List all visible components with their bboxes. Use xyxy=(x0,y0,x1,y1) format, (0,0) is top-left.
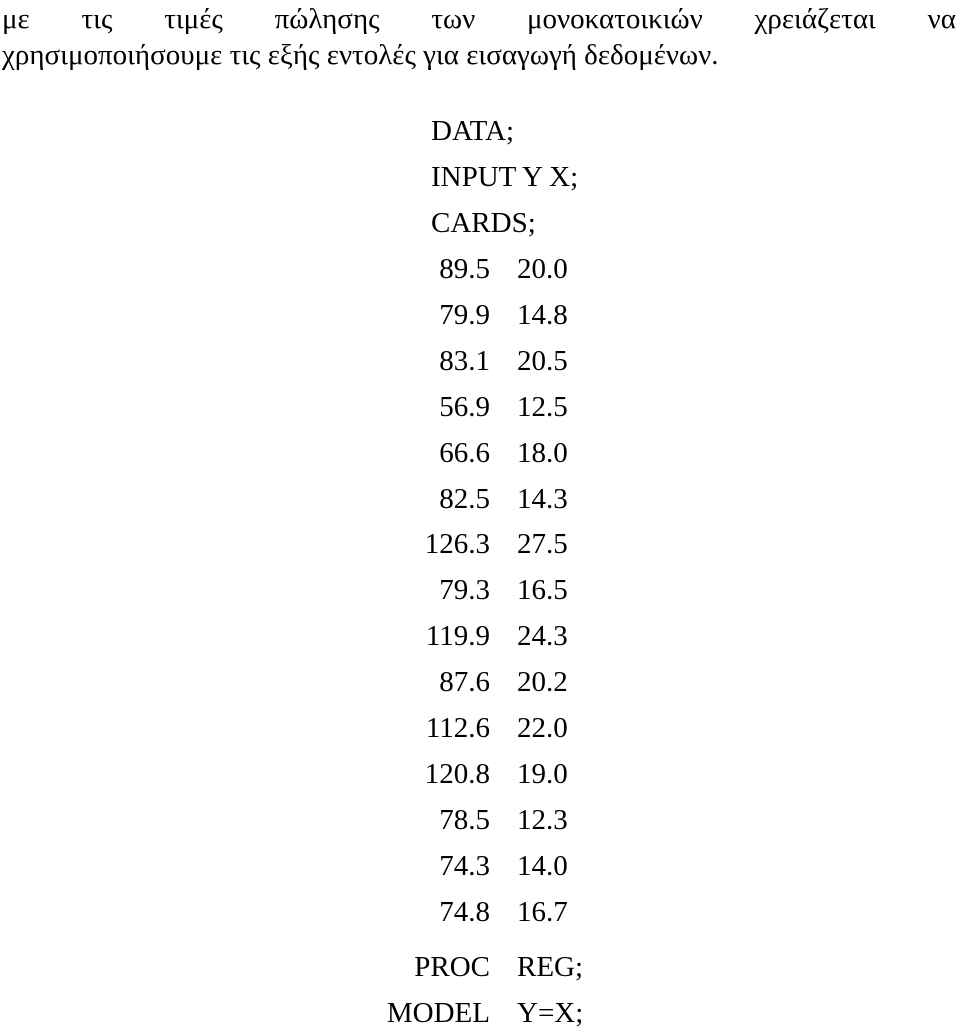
x-value: 16.7 xyxy=(517,895,568,928)
data-line xyxy=(0,711,960,745)
proc-keyword: PROC xyxy=(414,951,490,983)
x-value: 14.0 xyxy=(517,849,568,882)
code-proc-statement xyxy=(0,950,960,984)
x-value: 27.5 xyxy=(517,528,568,561)
intro-word: να xyxy=(927,3,956,35)
x-value: 20.0 xyxy=(517,253,568,285)
intro-paragraph-line-2: χρησιμοποιήσουμε τις εξής εντολές για εισαγωγή δεδομένων. xyxy=(2,39,719,71)
y-value: 126.3 xyxy=(424,528,490,561)
y-value: 82.5 xyxy=(439,482,490,515)
x-value: 20.2 xyxy=(517,666,568,699)
model-keyword: MODEL xyxy=(386,997,490,1029)
data-line xyxy=(0,895,960,929)
data-line xyxy=(0,849,960,883)
proc-argument: REG; xyxy=(517,951,584,983)
code-data-statement: DATA; xyxy=(431,115,515,147)
intro-word: τιμές xyxy=(164,3,223,35)
intro-word: πώλησης xyxy=(274,3,380,35)
code-input-statement: INPUT Y X; xyxy=(431,161,579,193)
x-value: 22.0 xyxy=(517,712,568,744)
y-value: 74.3 xyxy=(439,849,490,882)
x-value: 12.5 xyxy=(517,390,568,423)
y-value: 112.6 xyxy=(425,712,490,744)
y-value: 89.5 xyxy=(439,253,490,285)
x-value: 12.3 xyxy=(517,803,568,836)
data-line xyxy=(0,436,960,470)
data-line xyxy=(0,803,960,837)
intro-word: χρειάζεται xyxy=(754,3,876,35)
intro-word: τις xyxy=(81,3,113,35)
intro-word: μονοκατοικιών xyxy=(526,3,703,35)
data-line xyxy=(0,527,960,561)
data-line xyxy=(0,344,960,378)
x-value: 19.0 xyxy=(517,757,568,790)
data-line xyxy=(0,252,960,286)
x-value: 18.0 xyxy=(517,436,568,469)
code-model-statement xyxy=(0,996,960,1030)
intro-paragraph-line-1 xyxy=(2,2,956,36)
data-line xyxy=(0,390,960,424)
y-value: 66.6 xyxy=(439,436,490,469)
y-value: 119.9 xyxy=(425,620,490,653)
y-value: 79.3 xyxy=(439,574,490,607)
data-line xyxy=(0,298,960,332)
data-line xyxy=(0,619,960,653)
data-line xyxy=(0,573,960,607)
x-value: 16.5 xyxy=(517,574,568,607)
intro-word: με xyxy=(2,3,30,35)
model-argument: Y=X; xyxy=(517,997,584,1029)
y-value: 74.8 xyxy=(439,895,490,928)
y-value: 79.9 xyxy=(439,298,490,331)
y-value: 78.5 xyxy=(439,803,490,836)
y-value: 120.8 xyxy=(424,757,490,790)
data-line xyxy=(0,757,960,791)
data-line xyxy=(0,482,960,516)
y-value: 87.6 xyxy=(439,666,490,699)
data-line xyxy=(0,665,960,699)
y-value: 83.1 xyxy=(439,344,490,377)
x-value: 14.3 xyxy=(517,482,568,515)
x-value: 14.8 xyxy=(517,298,568,331)
y-value: 56.9 xyxy=(439,390,490,423)
intro-word: των xyxy=(431,3,476,35)
code-cards-statement: CARDS; xyxy=(431,207,536,239)
x-value: 24.3 xyxy=(517,620,568,653)
x-value: 20.5 xyxy=(517,344,568,377)
